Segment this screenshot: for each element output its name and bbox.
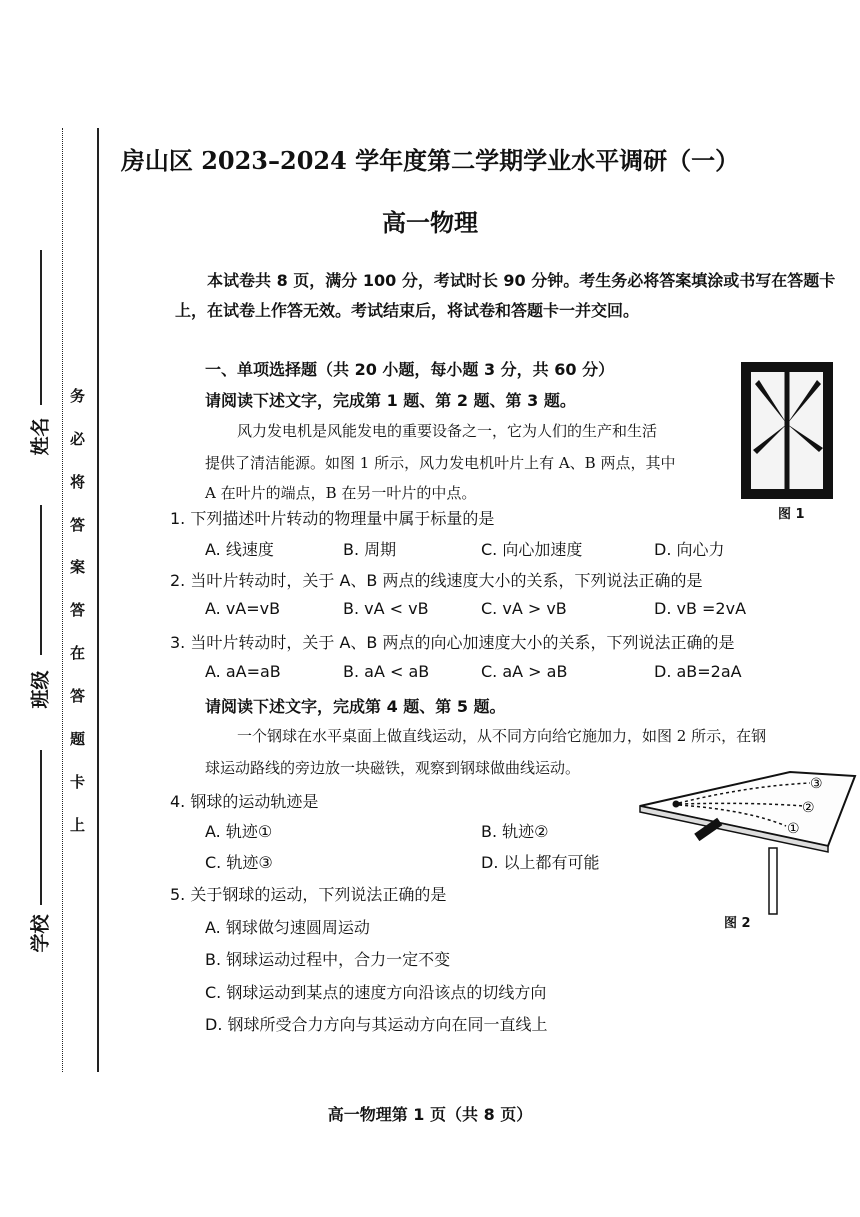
question-4-option-d: D. 以上都有可能 — [481, 853, 600, 872]
school-label: 学校 — [29, 914, 52, 953]
question-3-option-d: D. aB=2aA — [654, 662, 742, 681]
vertical-notice-char: 将 — [70, 473, 86, 491]
question-3-option-c: C. aA > aB — [481, 662, 568, 681]
question-4-option-b: B. 轨迹② — [481, 822, 549, 841]
vertical-notice-char: 案 — [70, 558, 86, 576]
question-5-option-b: B. 钢球运动过程中，合力一定不变 — [205, 950, 451, 969]
question-1-stem: 1. 下列描述叶片转动的物理量中属于标量的是 — [170, 509, 495, 528]
vertical-notice-char: 题 — [70, 730, 86, 748]
binding-solid-line — [97, 128, 99, 1072]
vertical-notice-char: 卡 — [70, 773, 86, 791]
exam-title: 房山区 2023–2024 学年度第二学期学业水平调研（一） — [120, 146, 740, 175]
passage1-line: 风力发电机是风能发电的重要设备之一，它为人们的生产和生活 — [237, 422, 658, 440]
passage2-line: 球运动路线的旁边放一块磁铁，观察到钢球做曲线运动。 — [205, 759, 581, 777]
vertical-notice-char: 必 — [70, 430, 86, 448]
track-label-1: ① — [787, 821, 800, 837]
question-5-stem: 5. 关于钢球的运动，下列说法正确的是 — [170, 885, 447, 904]
question-2-option-c: C. vA > vB — [481, 599, 567, 618]
question-4-stem: 4. 钢球的运动轨迹是 — [170, 792, 319, 811]
subject-title: 高一物理 — [382, 208, 478, 237]
question-1-option-b: B. 周期 — [343, 540, 397, 559]
figure2-caption: 图 2 — [724, 916, 751, 931]
vertical-notice-char: 在 — [70, 644, 86, 662]
vertical-notice-char: 上 — [70, 816, 86, 834]
passage1-line: 提供了清洁能源。如图 1 所示，风力发电机叶片上有 A、B 两点，其中 — [205, 454, 676, 472]
question-4-option-c: C. 轨迹③ — [205, 853, 273, 872]
school-underline — [40, 750, 42, 905]
figure1-wind-turbine — [741, 362, 833, 499]
turbine-image — [741, 362, 833, 499]
page-footer: 高一物理第 1 页（共 8 页） — [327, 1105, 533, 1124]
vertical-notice-char: 答 — [70, 516, 86, 534]
figure1-caption: 图 1 — [778, 507, 805, 522]
exam-notice: 本试卷共 8 页，满分 100 分，考试时长 90 分钟。考生务必将答案填涂或书写在答题卡上，在试卷上作答无效。考试结束后，将试卷和答题卡一并交回。 — [175, 271, 836, 320]
question-2-option-a: A. vA=vB — [205, 599, 281, 618]
table-magnet-diagram — [638, 768, 858, 916]
section-heading: 一、单项选择题（共 20 小题，每小题 3 分，共 60 分） — [205, 360, 615, 379]
question-2-option-d: D. vB =2vA — [654, 599, 747, 618]
question-2-stem: 2. 当叶片转动时，关于 A、B 两点的线速度大小的关系，下列说法正确的是 — [170, 571, 703, 590]
passage1-instruction: 请阅读下述文字，完成第 1 题、第 2 题、第 3 题。 — [205, 391, 576, 410]
figure2-table-magnet — [638, 768, 858, 916]
question-5-option-c: C. 钢球运动到某点的速度方向沿该点的切线方向 — [205, 983, 547, 1002]
passage1-line: A 在叶片的端点，B 在另一叶片的中点。 — [205, 484, 477, 502]
question-4-option-a: A. 轨迹① — [205, 822, 273, 841]
question-3-option-b: B. aA < aB — [343, 662, 430, 681]
question-1-option-a: A. 线速度 — [205, 540, 274, 559]
question-1-option-c: C. 向心加速度 — [481, 540, 583, 559]
track-label-3: ③ — [810, 776, 823, 792]
question-5-option-a: A. 钢球做匀速圆周运动 — [205, 918, 370, 937]
question-1-option-d: D. 向心力 — [654, 540, 725, 559]
question-3-option-a: A. aA=aB — [205, 662, 281, 681]
passage2-line: 一个钢球在水平桌面上做直线运动，从不同方向给它施加力，如图 2 所示，在钢 — [237, 727, 767, 745]
question-2-option-b: B. vA < vB — [343, 599, 429, 618]
vertical-notice-char: 务 — [70, 387, 86, 405]
vertical-notice-char: 答 — [70, 601, 86, 619]
class-label: 班级 — [29, 670, 52, 709]
track-label-2: ② — [802, 800, 815, 816]
passage2-instruction: 请阅读下述文字，完成第 4 题、第 5 题。 — [205, 697, 506, 716]
question-3-stem: 3. 当叶片转动时，关于 A、B 两点的向心加速度大小的关系，下列说法正确的是 — [170, 633, 735, 652]
binding-dotted-line — [62, 128, 63, 1072]
name-underline — [40, 250, 42, 405]
name-label: 姓名 — [29, 417, 52, 456]
question-5-option-d: D. 钢球所受合力方向与其运动方向在同一直线上 — [205, 1015, 548, 1034]
class-underline — [40, 505, 42, 655]
vertical-notice-char: 答 — [70, 687, 86, 705]
